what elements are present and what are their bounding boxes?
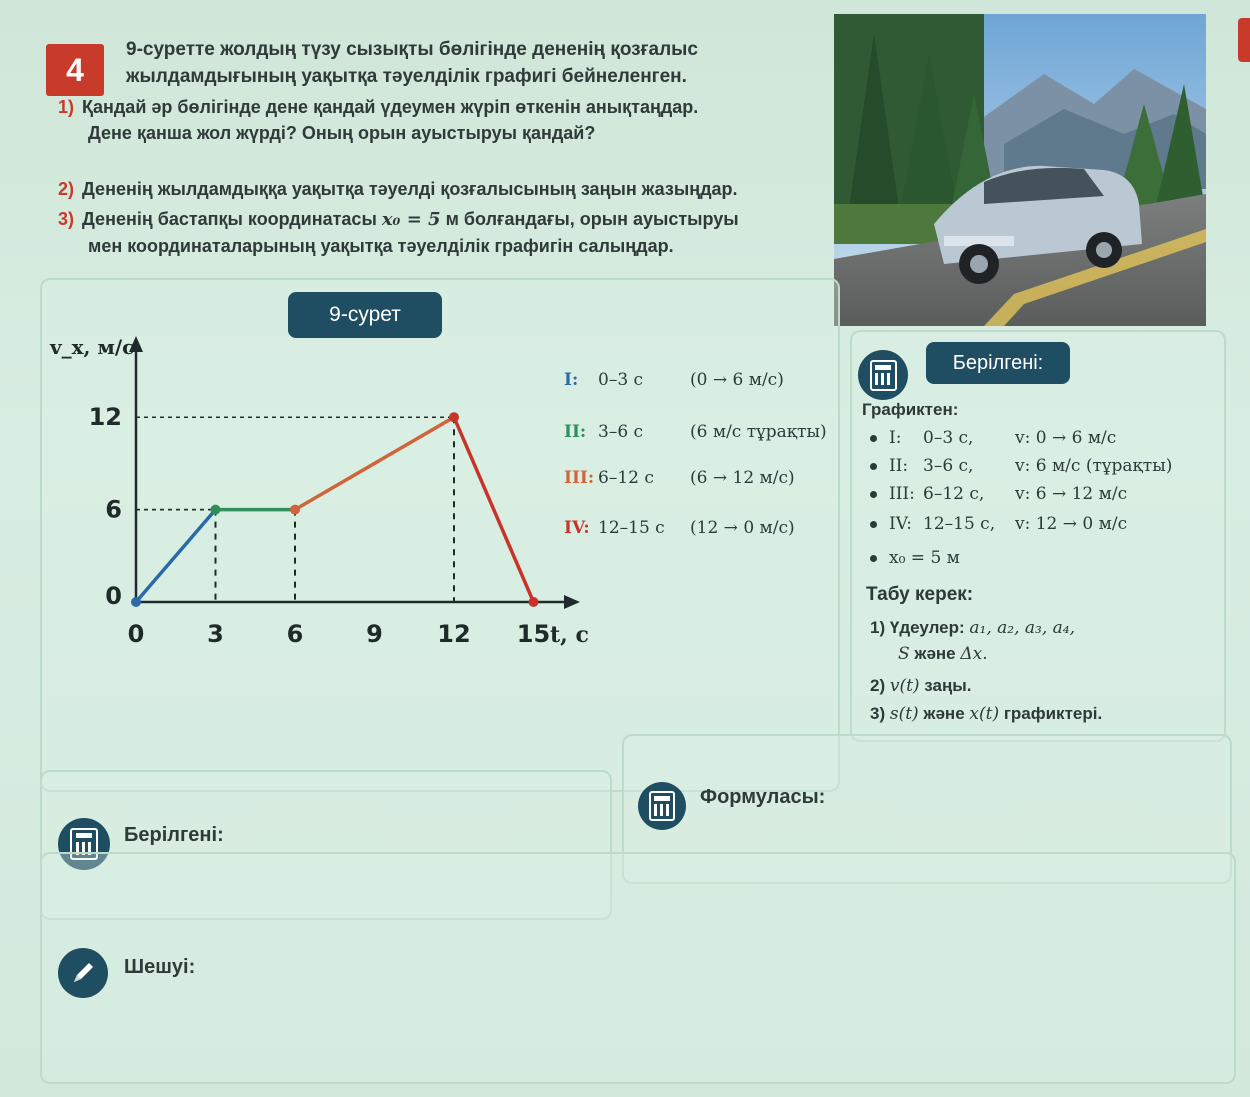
given-velocity: v: 0 → 6 м/с <box>1015 428 1117 448</box>
x-tick-label: 15 <box>516 620 551 648</box>
series-segment <box>295 417 454 509</box>
given-roman: II: <box>889 456 909 476</box>
question-2 <box>58 176 838 202</box>
legend-row <box>564 422 827 442</box>
question-1 <box>58 94 838 146</box>
legend-desc: (6 → 12 м/с) <box>690 468 795 488</box>
x-tick-label: 3 <box>207 620 224 648</box>
find-item-1b: S жәнe Δx. <box>898 644 988 664</box>
answer-solution-label: Шешуі: <box>124 956 196 978</box>
legend-roman: II: <box>564 422 587 442</box>
find-heading: Табу керек: <box>866 584 974 605</box>
y-axis-label: v_x, м/с <box>50 335 135 359</box>
question-text: Дененің бастапқы координатасы <box>82 209 377 229</box>
question-number: 3) <box>58 209 75 229</box>
data-point <box>529 597 539 607</box>
x-axis-label: t, с <box>550 622 589 648</box>
given-velocity: v: 6 → 12 м/с <box>1015 484 1128 504</box>
given-item <box>870 456 1172 476</box>
question-text: Дененің жылдамдыққа уақытқа тәуелді қозғалысының заңын жазыңдар. <box>82 179 738 199</box>
legend-range: 3–6 с <box>598 422 644 442</box>
bullet-icon <box>870 491 877 498</box>
x-tick-label: 0 <box>127 620 145 648</box>
legend-desc: (6 м/с тұрақты) <box>690 422 827 442</box>
find-item-3: 3) s(t) жәнe x(t) графиктері. <box>870 704 1103 724</box>
calculator-icon <box>858 350 908 400</box>
figure-label: 9-сурет <box>288 292 442 338</box>
given-velocity: v: 12 → 0 м/с <box>1015 514 1128 534</box>
legend-desc: (0 → 6 м/с) <box>690 370 784 390</box>
question-number: 1) <box>58 97 75 117</box>
question-math: x₀ = 5 <box>381 209 441 230</box>
data-point <box>290 505 300 515</box>
pencil-icon <box>58 948 108 998</box>
calculator-icon <box>638 782 686 830</box>
y-tick-label: 12 <box>88 403 122 432</box>
bullet-icon <box>870 521 877 528</box>
answer-given-label: Берілгені: <box>124 824 224 846</box>
legend-desc: (12 → 0 м/с) <box>690 518 795 538</box>
series-segment <box>136 510 216 602</box>
question-number: 2) <box>58 179 75 199</box>
legend-roman: III: <box>564 468 595 488</box>
car-photo <box>834 14 1206 326</box>
given-range: 6–12 с, <box>923 484 985 504</box>
bullet-icon <box>870 463 877 470</box>
data-point <box>449 412 459 422</box>
data-point <box>211 505 221 515</box>
from-graph-heading: Графиктен: <box>862 400 959 419</box>
series-segment <box>454 417 534 602</box>
x-axis-arrow <box>564 595 580 609</box>
given-range: 3–6 с, <box>923 456 974 476</box>
question-text: мен координаталарының уақытқа тәуелділік графигін салыңдар. <box>88 236 674 256</box>
given-item <box>870 428 1116 448</box>
task-number: 4 <box>46 44 104 96</box>
legend-row <box>564 370 784 390</box>
question-text: Қандай әр бөлігінде дене қандай үдеумен жүріп өткенін анықтаңдар. <box>82 97 699 117</box>
answer-solution-box[interactable] <box>40 852 1236 1084</box>
given-roman: I: <box>889 428 902 448</box>
legend-row <box>564 518 795 538</box>
given-badge: Берілгені: <box>926 342 1070 384</box>
given-roman: IV: <box>889 514 913 534</box>
given-x0: x₀ = 5 м <box>870 548 960 568</box>
given-item <box>870 484 1127 504</box>
given-range: 12–15 с, <box>923 514 996 534</box>
legend-roman: IV: <box>564 518 590 538</box>
legend-range: 12–15 с <box>598 518 665 538</box>
y-tick-label: 6 <box>105 495 122 524</box>
legend-roman: I: <box>564 370 579 390</box>
velocity-time-chart <box>44 330 589 660</box>
data-point <box>131 597 141 607</box>
bullet-icon <box>870 435 877 442</box>
given-item <box>870 514 1127 534</box>
question-text: м болғандағы, орын ауыстыруы <box>445 209 739 229</box>
find-item-2: 2) v(t) заңы. <box>870 676 972 696</box>
x-tick-label: 6 <box>286 620 304 648</box>
x-tick-label: 12 <box>437 620 471 648</box>
legend-range: 6–12 с <box>598 468 654 488</box>
task-title: 9-суретте жолдың түзу сызықты бөлігінде дененің қозғалыс жылдамдығының уақытқа тәуелділік графигі бейнеленген. <box>126 39 698 87</box>
question-3 <box>58 206 838 259</box>
given-range: 0–3 с, <box>923 428 974 448</box>
legend-row <box>564 468 795 488</box>
x-tick-label: 9 <box>366 620 383 648</box>
given-roman: III: <box>889 484 915 504</box>
find-item-1: 1) Үдеулер: a₁, a₂, a₃, a₄, <box>870 618 1076 638</box>
question-text: Дене қанша жол жүрді? Оның орын ауыстыруы қандай? <box>88 123 596 143</box>
answer-formulas-label: Формуласы: <box>700 786 826 808</box>
legend-range: 0–3 с <box>598 370 644 390</box>
page-edge-tab <box>1238 18 1250 62</box>
y-tick-label: 0 <box>105 582 122 610</box>
given-velocity: v: 6 м/с (тұрақты) <box>1015 456 1173 476</box>
